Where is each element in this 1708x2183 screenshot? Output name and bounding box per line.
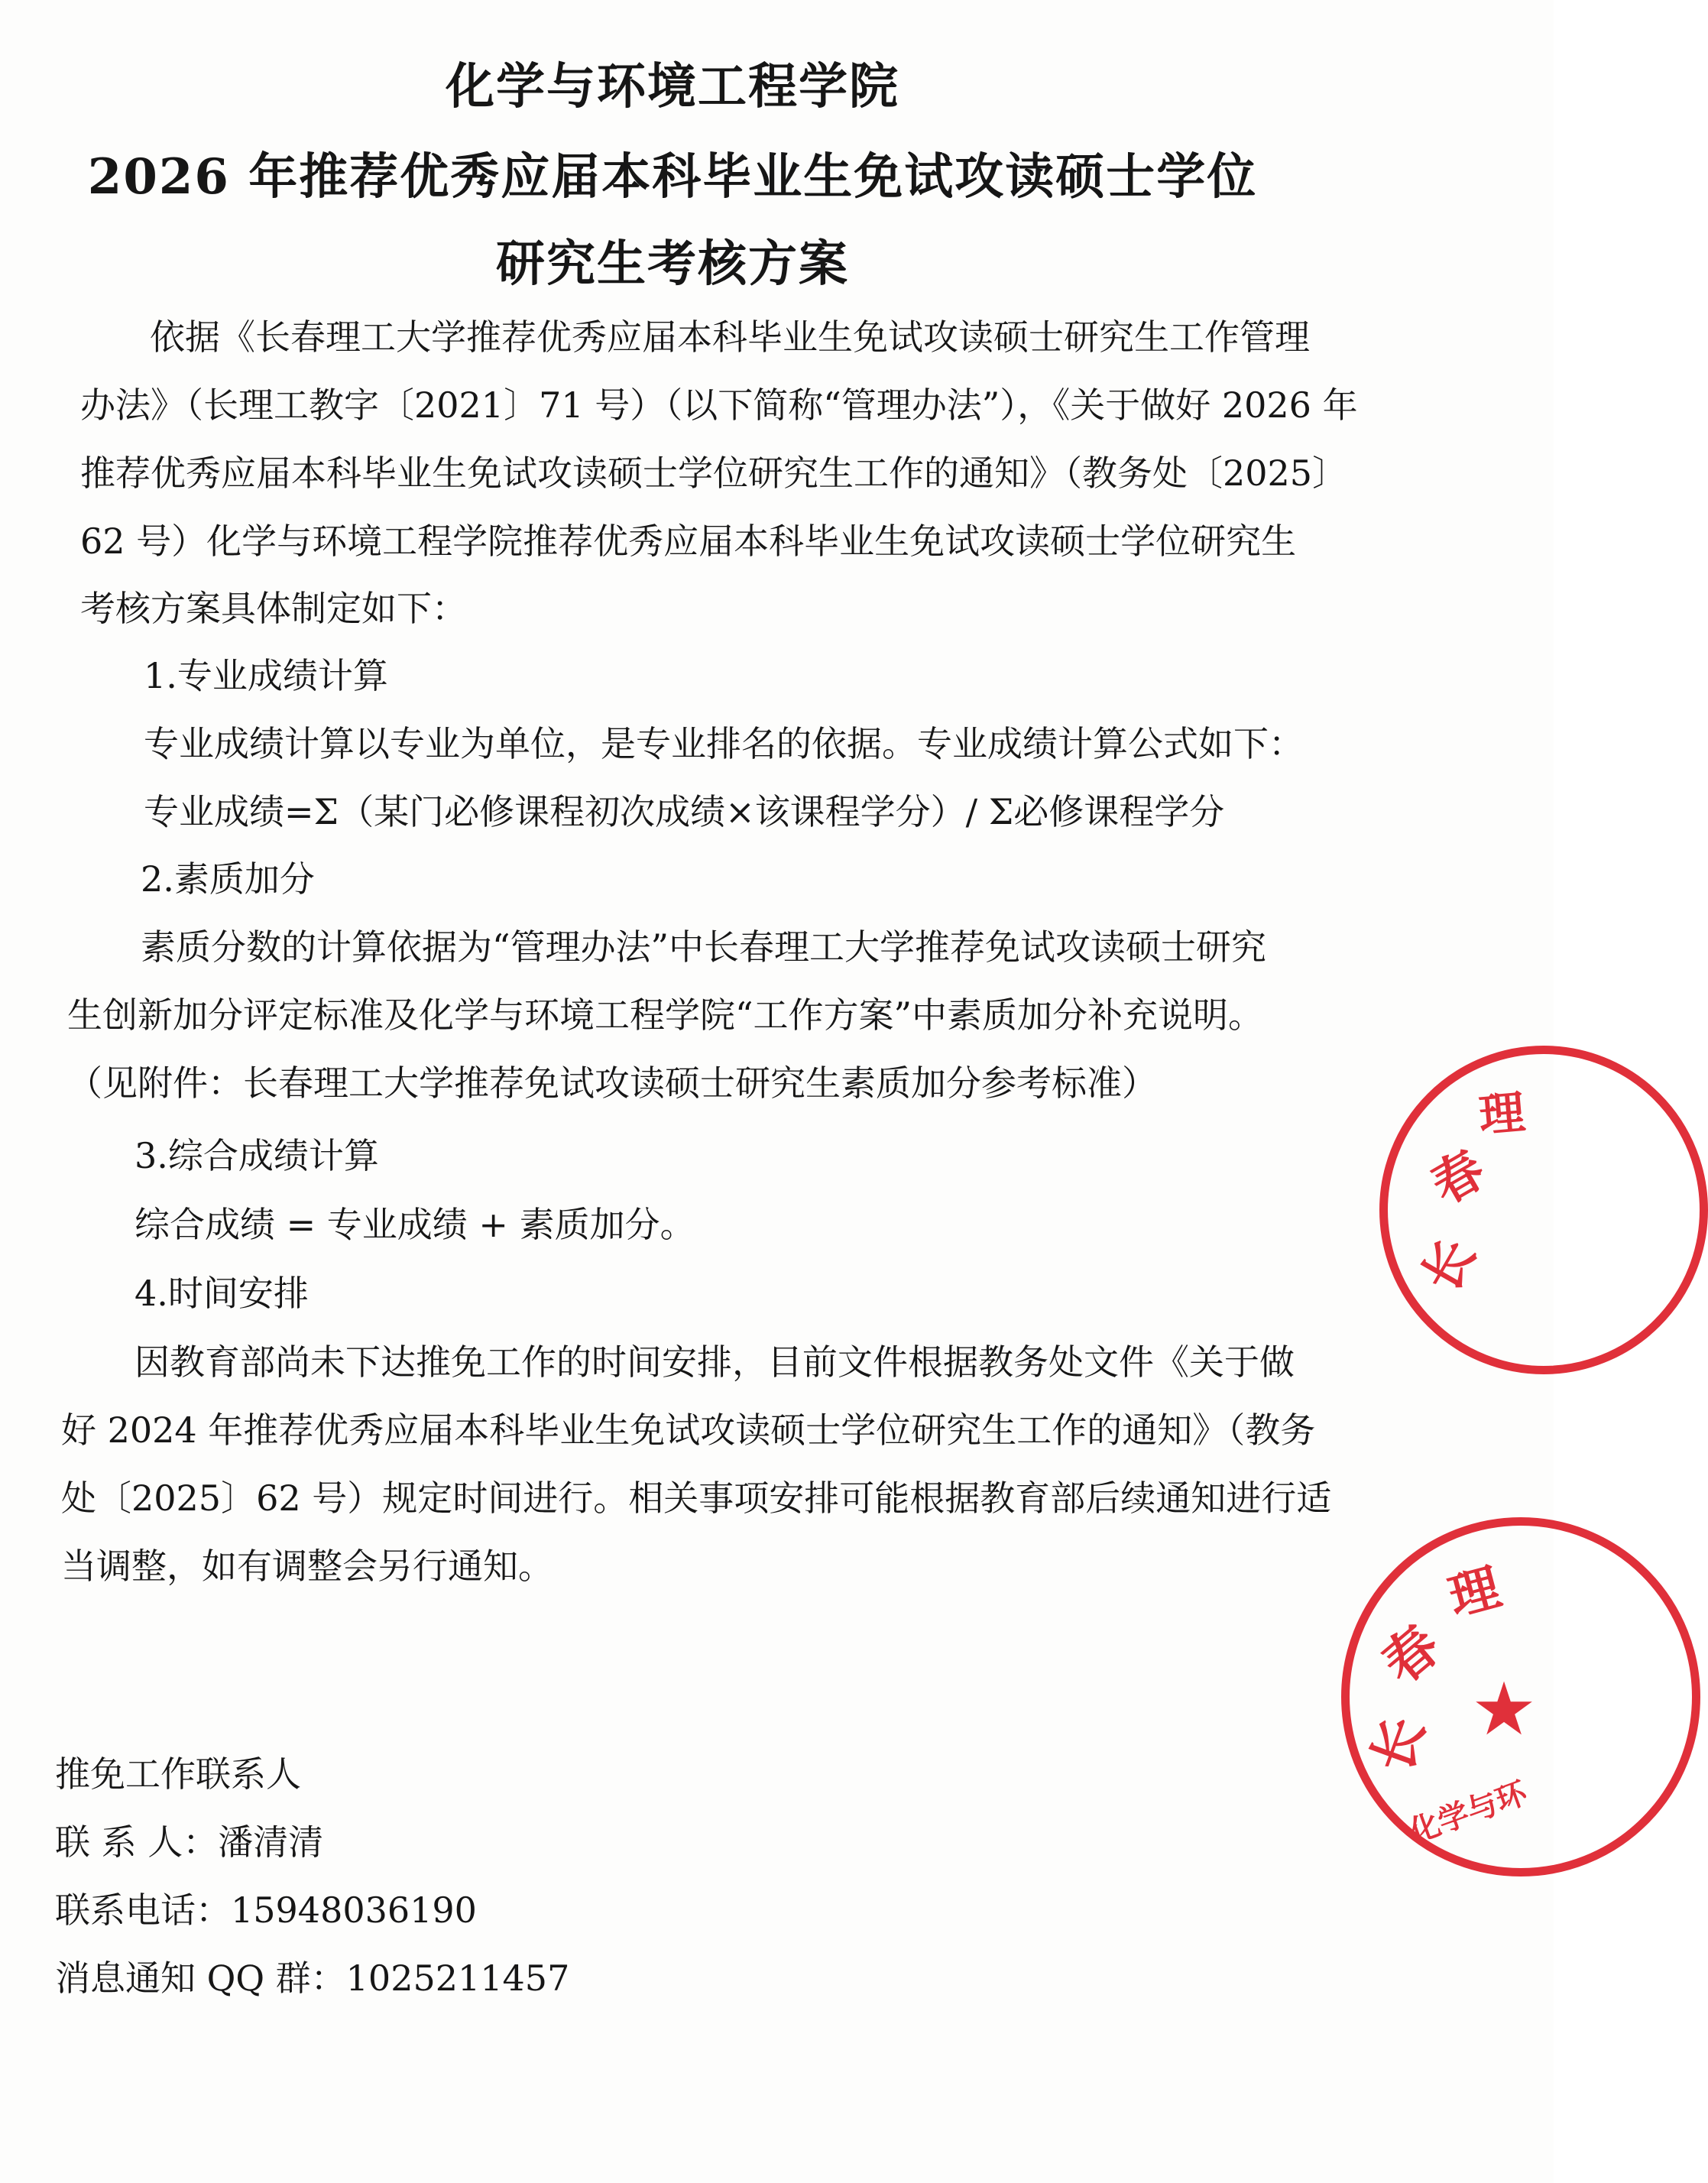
intro-line-2: 办法》（长理工教字〔2021〕71 号）（以下简称“管理办法”），《关于做好 2026 年 bbox=[80, 384, 1358, 426]
contact-heading: 推免工作联系人 bbox=[55, 1753, 301, 1795]
section-3-heading: 3.综合成绩计算 bbox=[135, 1135, 379, 1176]
seal-upper-char-2: 春 bbox=[1421, 1139, 1495, 1216]
section-4-line-4: 当调整，如有调整会另行通知。 bbox=[61, 1546, 553, 1587]
section-4-line-3: 处〔2025〕62 号）规定时间进行。相关事项安排可能根据教育部后续通知进行适 bbox=[61, 1477, 1332, 1519]
seal-lower-small-text: 化学与环 bbox=[1405, 1775, 1532, 1851]
seal-lower-char-2: 春 bbox=[1370, 1613, 1452, 1696]
seal-upper-char-3: 理 bbox=[1476, 1085, 1528, 1143]
intro-line-1: 依据《长春理工大学推荐优秀应届本科毕业生免试攻读硕士研究生工作管理 bbox=[150, 316, 1310, 358]
section-4-line-2: 好 2024 年推荐优秀应届本科毕业生免试攻读硕士学位研究生工作的通知》（教务 bbox=[61, 1409, 1316, 1451]
seal-star-icon: ★ bbox=[1471, 1666, 1538, 1752]
seal-upper-char-1: 长 bbox=[1411, 1228, 1488, 1302]
section-4-heading: 4.时间安排 bbox=[135, 1273, 309, 1314]
seal-lower-char-3: 理 bbox=[1442, 1557, 1507, 1628]
document-title-line-1: 化学与环境工程学院 bbox=[446, 58, 899, 115]
section-2-line-2: 生创新加分评定标准及化学与环境工程学院“工作方案”中素质加分补充说明。 bbox=[67, 994, 1264, 1036]
section-1-formula: 专业成绩=Σ（某门必修课程初次成绩×该课程学分）/ Σ必修课程学分 bbox=[144, 791, 1225, 832]
document-title-line-3: 研究生考核方案 bbox=[496, 235, 849, 293]
section-2-line-3: （见附件：长春理工大学推荐免试攻读硕士研究生素质加分参考标准） bbox=[67, 1062, 1157, 1104]
intro-line-3: 推荐优秀应届本科毕业生免试攻读硕士学位研究生工作的通知》（教务处〔2025〕 bbox=[80, 452, 1348, 494]
section-4-line-1: 因教育部尚未下达推免工作的时间安排，目前文件根据教务处文件《关于做 bbox=[135, 1341, 1295, 1383]
section-3-line-1: 综合成绩 = 专业成绩 + 素质加分。 bbox=[135, 1204, 695, 1245]
intro-line-5: 考核方案具体制定如下： bbox=[80, 588, 467, 629]
seal-lower-char-1: 长 bbox=[1360, 1708, 1437, 1781]
section-1-line-1: 专业成绩计算以专业为单位，是专业排名的依据。专业成绩计算公式如下： bbox=[144, 723, 1304, 764]
section-2-heading: 2.素质加分 bbox=[141, 858, 315, 900]
contact-qq-group: 消息通知 QQ 群：1025211457 bbox=[55, 1958, 570, 1999]
contact-person: 联 系 人：潘清清 bbox=[55, 1821, 324, 1863]
contact-phone: 联系电话：15948036190 bbox=[55, 1889, 477, 1931]
intro-line-4: 62 号）化学与环境工程学院推荐优秀应届本科毕业生免试攻读硕士学位研究生 bbox=[80, 521, 1297, 562]
official-seal-upper bbox=[1379, 1046, 1708, 1374]
section-2-line-1: 素质分数的计算依据为“管理办法”中长春理工大学推荐免试攻读硕士研究 bbox=[141, 926, 1267, 968]
section-1-heading: 1.专业成绩计算 bbox=[144, 655, 388, 696]
document-title-line-2: 2026 年推荐优秀应届本科毕业生免试攻读硕士学位 bbox=[87, 148, 1258, 206]
